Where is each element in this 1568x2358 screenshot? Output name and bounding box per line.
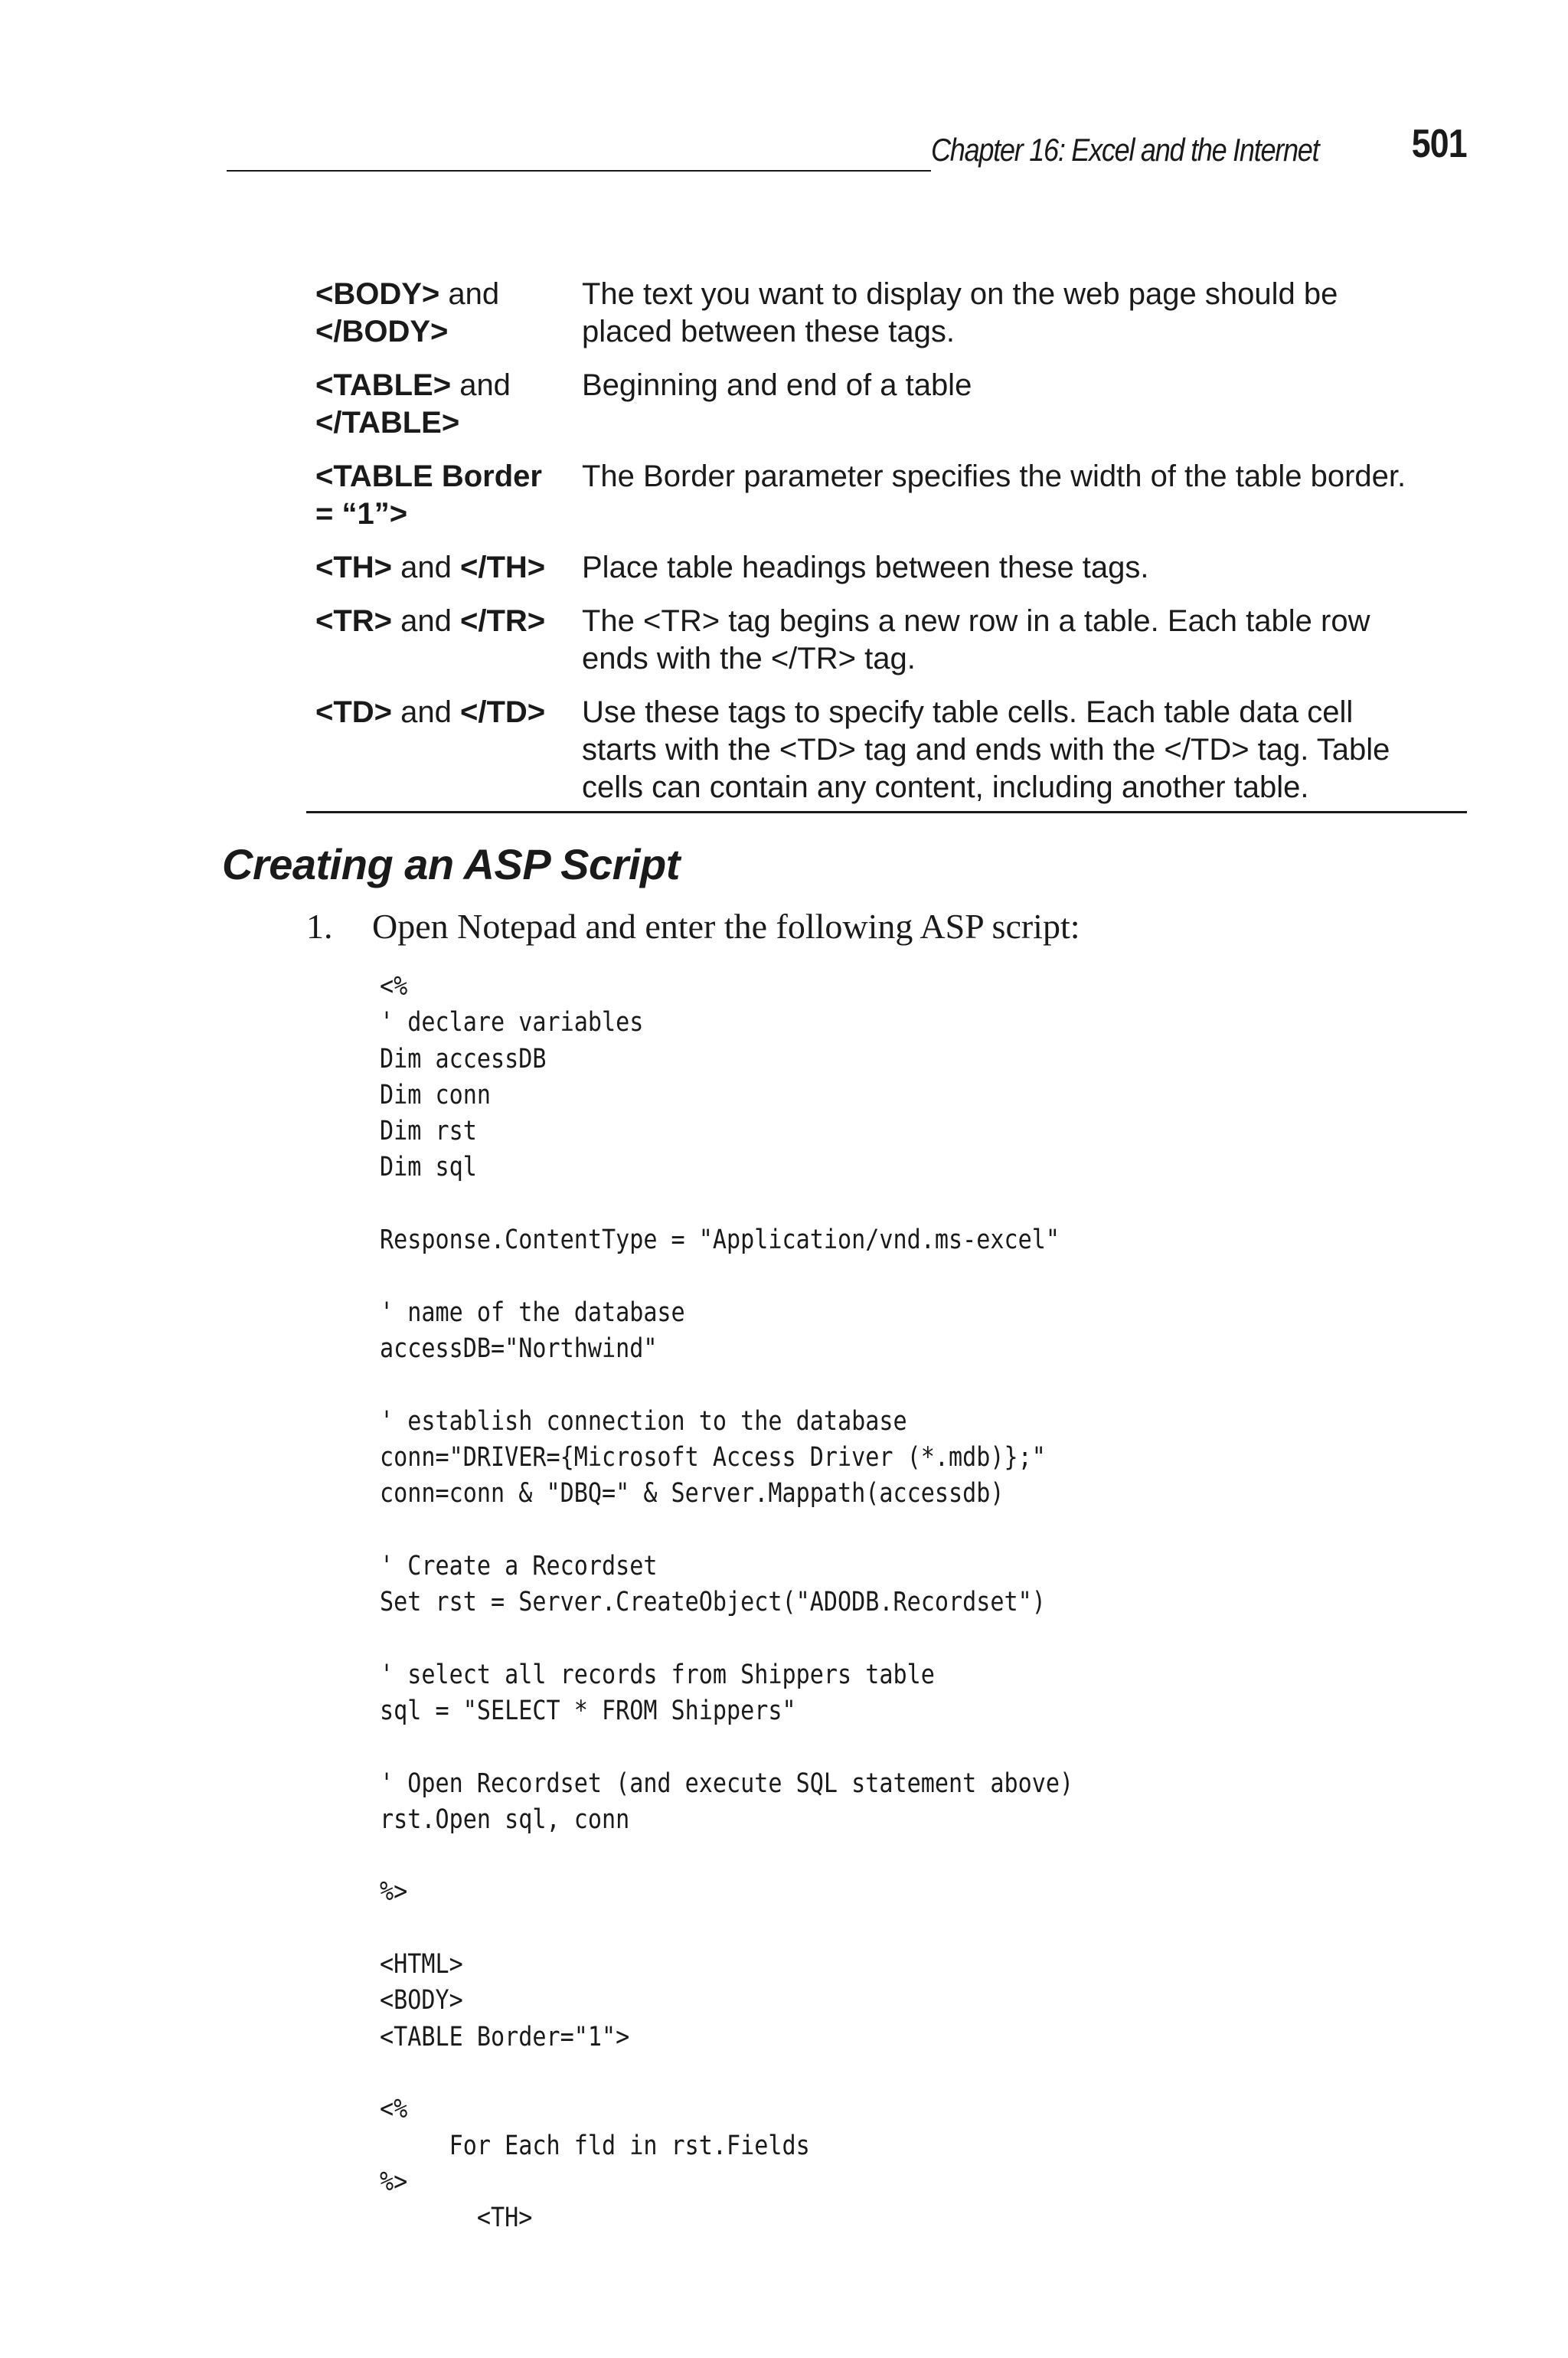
code-line: <TH> bbox=[380, 2203, 533, 2234]
page-number: 501 bbox=[1411, 122, 1467, 166]
code-line: ' name of the database bbox=[380, 1297, 685, 1328]
tag-name: </TABLE> bbox=[315, 406, 460, 440]
chapter-title: Chapter 16: Excel and the Internet bbox=[931, 132, 1319, 168]
tag-name: <TD> bbox=[315, 695, 393, 729]
code-line: rst.Open sql, conn bbox=[380, 1804, 630, 1835]
code-line: Response.ContentType = "Application/vnd.ms-excel" bbox=[380, 1225, 1060, 1256]
code-line: For Each fld in rst.Fields bbox=[380, 2130, 810, 2161]
tag-name: </TR> bbox=[460, 604, 546, 638]
code-line: ' Open Recordset (and execute SQL statement above) bbox=[380, 1768, 1074, 1799]
table-row bbox=[306, 694, 1467, 806]
tag-cell bbox=[306, 694, 582, 806]
tag-name: <TH> bbox=[315, 551, 393, 584]
tag-name: <TABLE Border bbox=[315, 459, 542, 493]
table-row bbox=[306, 367, 1467, 442]
tag-name: <TABLE> bbox=[315, 368, 452, 402]
code-line bbox=[380, 1729, 1073, 1765]
running-header bbox=[227, 121, 1467, 175]
description-cell bbox=[582, 694, 1467, 806]
tag-name: </TD> bbox=[460, 695, 546, 729]
code-line: Dim rst bbox=[380, 1116, 477, 1147]
code-line: Dim sql bbox=[380, 1152, 477, 1183]
code-line: <% bbox=[380, 2094, 408, 2125]
description-cell bbox=[582, 367, 1467, 442]
tag-cell bbox=[306, 458, 582, 533]
tag-name: </BODY> bbox=[315, 315, 449, 348]
description-line: Beginning and end of a table bbox=[582, 368, 972, 402]
html-tag-table bbox=[306, 276, 1467, 813]
section-heading: Creating an ASP Script bbox=[222, 840, 680, 888]
code-line: ' Create a Recordset bbox=[380, 1550, 658, 1581]
tag-name: = “1”> bbox=[315, 497, 408, 531]
description-line: The text you want to display on the web page should be bbox=[582, 277, 1338, 311]
tag-cell bbox=[306, 367, 582, 442]
header-rule bbox=[227, 170, 931, 172]
code-line: Set rst = Server.CreateObject("ADODB.Recordset") bbox=[380, 1587, 1046, 1618]
code-line: <TABLE Border="1"> bbox=[380, 2021, 630, 2052]
code-line: ' select all records from Shippers table bbox=[380, 1659, 935, 1690]
table-row bbox=[306, 603, 1467, 678]
description-line: placed between these tags. bbox=[582, 315, 956, 348]
step-text: Open Notepad and enter the following ASP script: bbox=[372, 907, 1080, 946]
description-line: The Border parameter specifies the width of the table border. bbox=[582, 459, 1406, 493]
description-line: Place table headings between these tags. bbox=[582, 551, 1149, 584]
code-line: conn=conn & "DBQ=" & Server.Mappath(accessdb) bbox=[380, 1478, 1004, 1509]
table-row bbox=[306, 549, 1467, 587]
code-line: sql = "SELECT * FROM Shippers" bbox=[380, 1695, 796, 1726]
code-line bbox=[380, 1186, 1073, 1222]
description-line: The <TR> tag begins a new row in a table. Each table row bbox=[582, 604, 1370, 638]
tag-cell bbox=[306, 603, 582, 678]
step-number: 1. bbox=[306, 907, 333, 946]
code-line bbox=[380, 1258, 1073, 1294]
code-line: %> bbox=[380, 1876, 408, 1908]
code-line: <HTML> bbox=[380, 1949, 463, 1980]
tag-connector: and bbox=[392, 695, 461, 729]
tag-name: <TR> bbox=[315, 604, 393, 638]
description-cell bbox=[582, 458, 1467, 533]
code-line bbox=[380, 1621, 1073, 1656]
table-row bbox=[306, 276, 1467, 351]
code-line: Dim conn bbox=[380, 1079, 491, 1110]
description-line: ends with the </TR> tag. bbox=[582, 642, 916, 675]
code-line: ' establish connection to the database bbox=[380, 1405, 907, 1437]
description-line: Use these tags to specify table cells. Each table data cell bbox=[582, 695, 1354, 729]
tag-connector: and bbox=[392, 604, 461, 638]
description-cell bbox=[582, 276, 1467, 351]
code-line: ' declare variables bbox=[380, 1007, 644, 1038]
code-line: conn="DRIVER={Microsoft Access Driver (*.mdb)};" bbox=[380, 1441, 1046, 1473]
tag-connector: and bbox=[392, 551, 461, 584]
description-cell bbox=[582, 603, 1467, 678]
code-line: Dim accessDB bbox=[380, 1043, 547, 1074]
code-line: <BODY> bbox=[380, 1985, 463, 2016]
code-line: %> bbox=[380, 2166, 408, 2197]
tag-connector: and bbox=[451, 368, 511, 402]
asp-code-listing bbox=[380, 969, 1073, 2236]
code-line: accessDB="Northwind" bbox=[380, 1333, 658, 1364]
table-row bbox=[306, 458, 1467, 533]
code-line bbox=[380, 1838, 1073, 1874]
description-cell bbox=[582, 549, 1467, 587]
code-line: <% bbox=[380, 971, 408, 1002]
tag-name: </TH> bbox=[460, 551, 546, 584]
tag-name: <BODY> bbox=[315, 277, 440, 311]
description-line: starts with the <TD> tag and ends with the </TD> tag. Table bbox=[582, 733, 1390, 767]
code-line bbox=[380, 1367, 1073, 1403]
tag-cell bbox=[306, 276, 582, 351]
tag-cell bbox=[306, 549, 582, 587]
tag-connector: and bbox=[439, 277, 500, 311]
code-line bbox=[380, 2055, 1073, 2091]
code-line bbox=[380, 1911, 1073, 1947]
code-line bbox=[380, 1512, 1073, 1548]
step-item bbox=[306, 904, 1080, 950]
description-line: cells can contain any content, including another table. bbox=[582, 770, 1309, 804]
